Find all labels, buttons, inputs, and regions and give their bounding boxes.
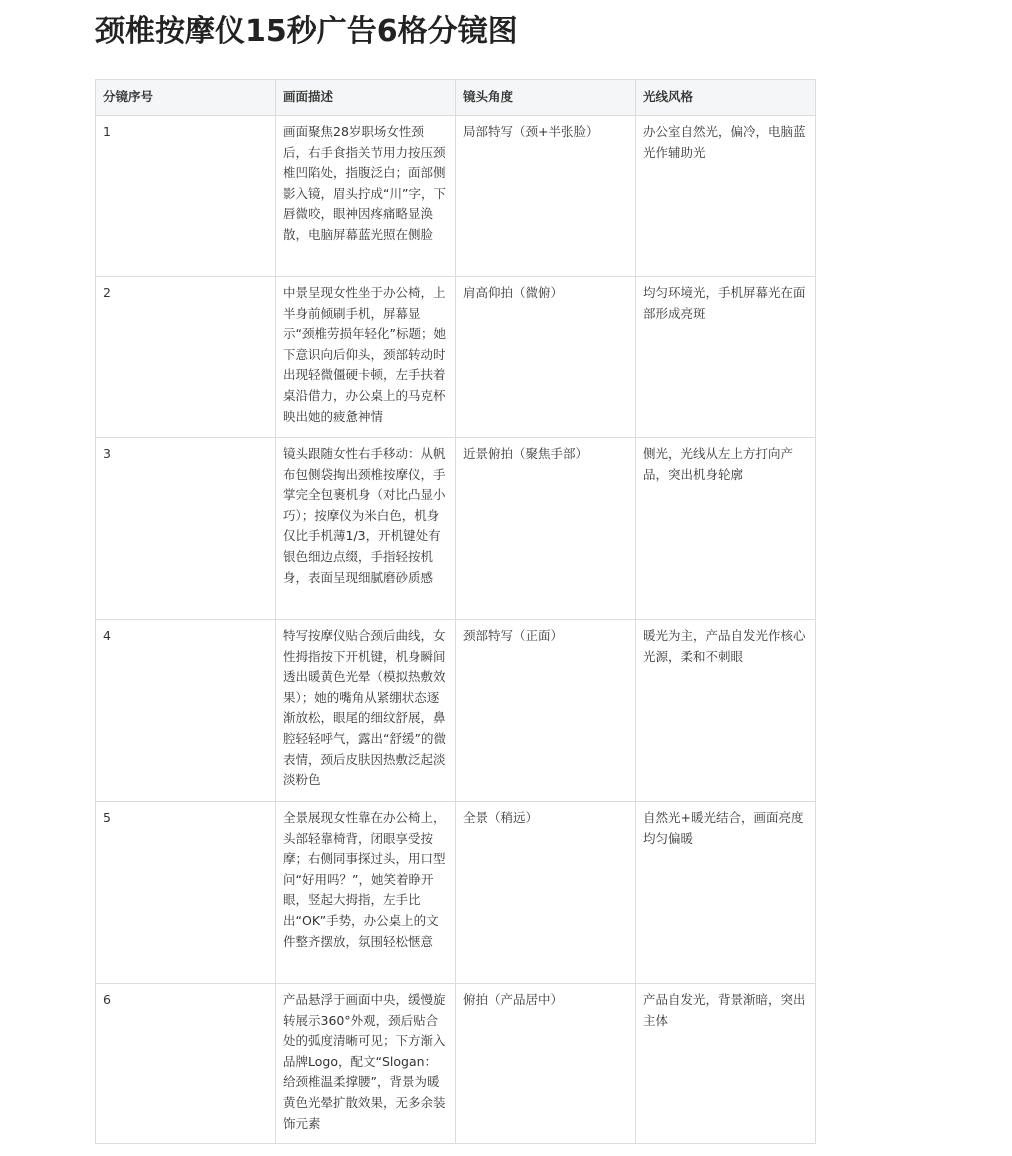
- header-shot-number: 分镜序号: [96, 80, 276, 116]
- table-row: [96, 116, 816, 277]
- scene-description-cell: 画面聚焦28岁职场女性颈后，右手食指关节用力按压颈椎凹陷处，指腹泛白；面部侧影入镜，眉头拧成“川”字，下唇微咬，眼神因疼痛略显涣散，电脑屏幕蓝光照在侧脸: [276, 116, 456, 277]
- header-lighting-style: 光线风格: [636, 80, 816, 116]
- shot-number-cell: 5: [96, 802, 276, 984]
- lighting-style-cell: 自然光+暖光结合，画面亮度均匀偏暖: [636, 802, 816, 984]
- header-camera-angle: 镜头角度: [456, 80, 636, 116]
- lighting-style-cell: 产品自发光，背景渐暗，突出主体: [636, 984, 816, 1144]
- lighting-style-cell: 侧光，光线从左上方打向产品，突出机身轮廓: [636, 438, 816, 620]
- table-row: [96, 620, 816, 802]
- lighting-style-cell: 暖光为主，产品自发光作核心光源，柔和不刺眼: [636, 620, 816, 802]
- camera-angle-cell: 肩高仰拍（微俯）: [456, 277, 636, 438]
- shot-number-cell: 3: [96, 438, 276, 620]
- table-row: [96, 438, 816, 620]
- page-title: 颈椎按摩仪15秒广告6格分镜图: [95, 14, 518, 49]
- camera-angle-cell: 局部特写（颈+半张脸）: [456, 116, 636, 277]
- scene-description-cell: 镜头跟随女性右手移动：从帆布包侧袋掏出颈椎按摩仪，手掌完全包裹机身（对比凸显小巧）；按摩仪为米白色，机身仅比手机薄1/3，开机键处有银色细边点缀，手指轻按机身，表面呈现细腻磨砂质感: [276, 438, 456, 620]
- camera-angle-cell: 颈部特写（正面）: [456, 620, 636, 802]
- storyboard-table: [95, 79, 816, 1144]
- shot-number-cell: 6: [96, 984, 276, 1144]
- header-scene-description: 画面描述: [276, 80, 456, 116]
- shot-number-cell: 4: [96, 620, 276, 802]
- lighting-style-cell: 办公室自然光，偏冷，电脑蓝光作辅助光: [636, 116, 816, 277]
- camera-angle-cell: 全景（稍远）: [456, 802, 636, 984]
- scene-description-cell: 产品悬浮于画面中央，缓慢旋转展示360°外观，颈后贴合处的弧度清晰可见；下方渐入品牌Logo，配文“Slogan：给颈椎温柔撑腰”，背景为暖黄色光晕扩散效果，无多余装饰元素: [276, 984, 456, 1144]
- lighting-style-cell: 均匀环境光，手机屏幕光在面部形成亮斑: [636, 277, 816, 438]
- scene-description-cell: 特写按摩仪贴合颈后曲线，女性拇指按下开机键，机身瞬间透出暖黄色光晕（模拟热敷效果）；她的嘴角从紧绷状态逐渐放松，眼尾的细纹舒展，鼻腔轻轻呼气，露出“舒缓”的微表情，颈后皮肤因热敷泛起淡淡粉色: [276, 620, 456, 802]
- shot-number-cell: 1: [96, 116, 276, 277]
- scene-description-cell: 中景呈现女性坐于办公椅，上半身前倾刷手机，屏幕显示“颈椎劳损年轻化”标题；她下意识向后仰头，颈部转动时出现轻微僵硬卡顿，左手扶着桌沿借力，办公桌上的马克杯映出她的疲惫神情: [276, 277, 456, 438]
- table-header-row: [96, 80, 816, 116]
- table-row: [96, 984, 816, 1144]
- table-row: [96, 277, 816, 438]
- camera-angle-cell: 俯拍（产品居中）: [456, 984, 636, 1144]
- camera-angle-cell: 近景俯拍（聚焦手部）: [456, 438, 636, 620]
- shot-number-cell: 2: [96, 277, 276, 438]
- table-row: [96, 802, 816, 984]
- scene-description-cell: 全景展现女性靠在办公椅上，头部轻靠椅背，闭眼享受按摩；右侧同事探过头，用口型问“好用吗？”，她笑着睁开眼，竖起大拇指，左手比出“OK”手势，办公桌上的文件整齐摆放，氛围轻松惬意: [276, 802, 456, 984]
